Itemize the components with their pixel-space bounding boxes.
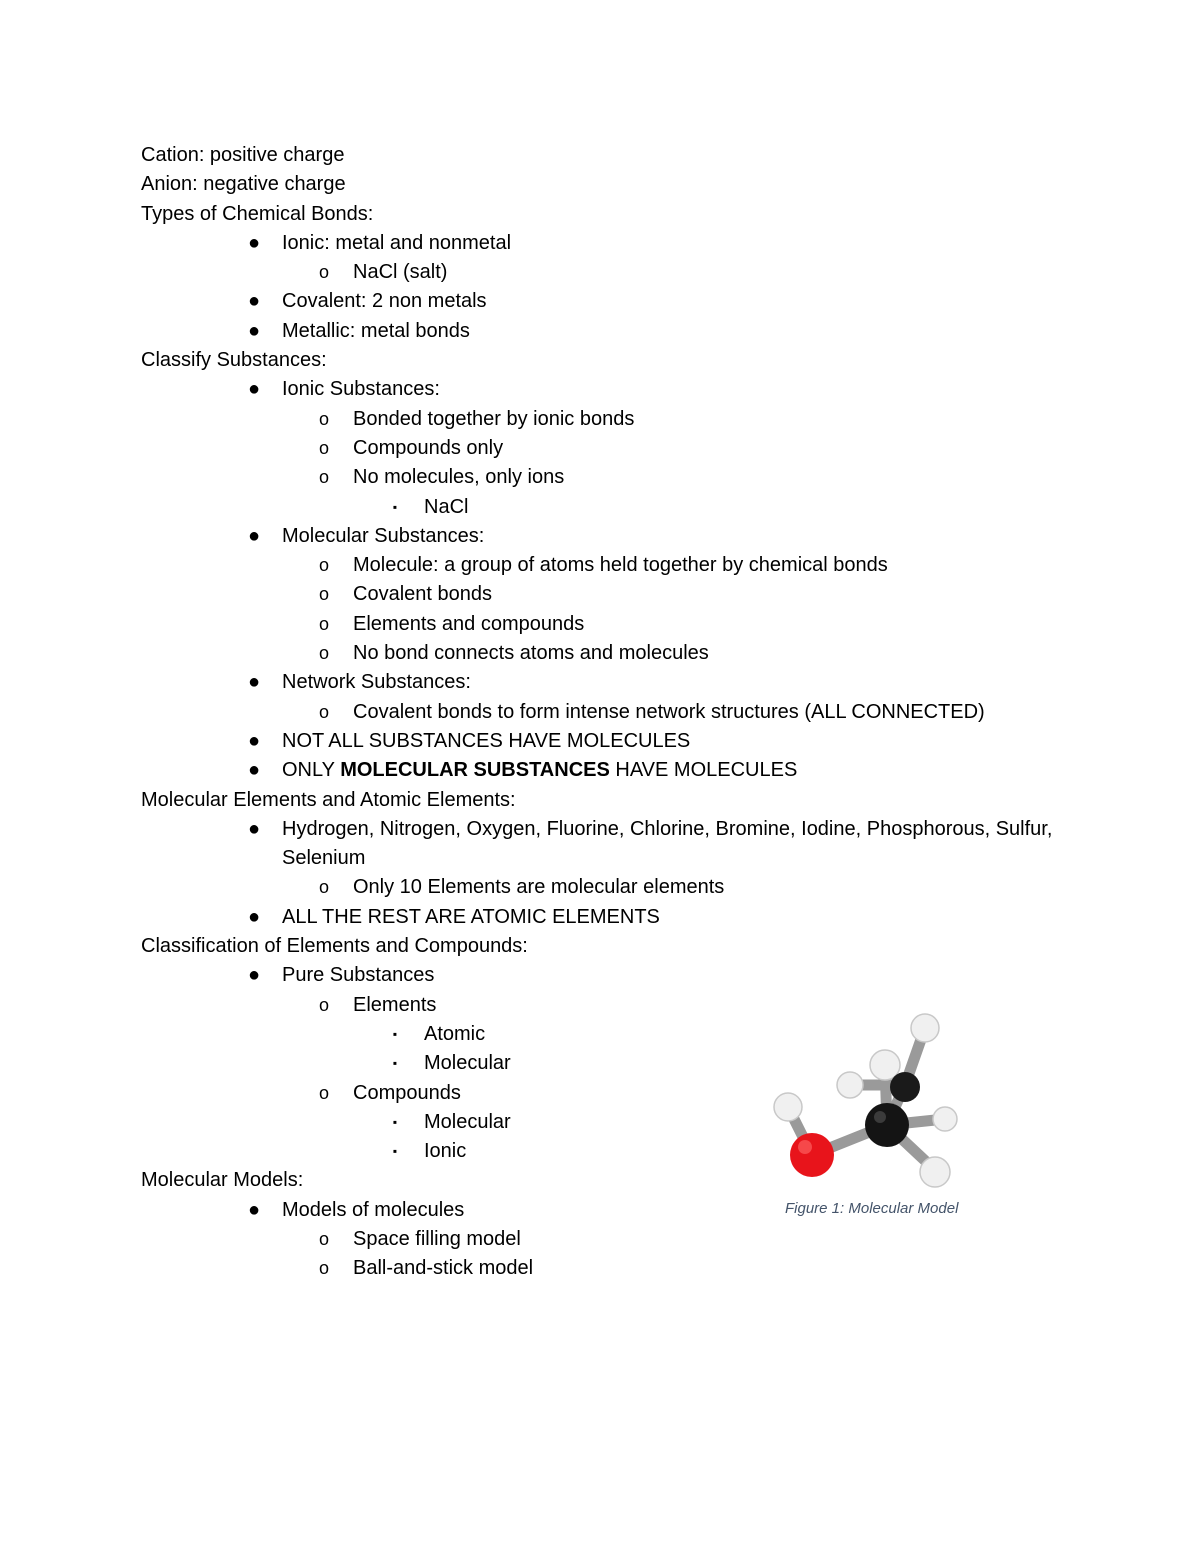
- list-item: [141, 698, 1101, 727]
- item-text: No molecules, only ions: [353, 466, 565, 489]
- list-item: [141, 727, 1101, 756]
- list-item: [141, 287, 1101, 316]
- item-text: Covalent bonds to form intense network structures (ALL CONNECTED): [353, 700, 985, 723]
- list-item: [141, 1225, 1101, 1254]
- item-text: Molecular: [424, 1052, 511, 1075]
- list-item: [141, 463, 1101, 492]
- list-item: [141, 903, 1101, 932]
- bullet-dot-icon: ●: [247, 231, 261, 254]
- bullet-circle-icon: o: [318, 584, 329, 605]
- figure-caption: Figure 1: Molecular Model: [785, 1200, 959, 1217]
- bullet-circle-icon: o: [318, 437, 329, 458]
- bullet-circle-icon: o: [318, 467, 329, 488]
- bullet-dot-icon: ●: [247, 905, 261, 928]
- bullet-circle-icon: o: [318, 408, 329, 429]
- bullet-circle-icon: o: [318, 701, 329, 722]
- bullet-dot-icon: ●: [247, 290, 261, 313]
- bullet-dot-icon: ●: [247, 671, 261, 694]
- item-text: Covalent bonds: [353, 583, 492, 606]
- item-text: Covalent: 2 non metals: [282, 290, 487, 313]
- heading-text: Anion: negative charge: [141, 173, 346, 196]
- bullet-square-icon: ▪: [392, 1114, 398, 1129]
- item-text: ONLY: [282, 759, 341, 782]
- item-text: NaCl (salt): [353, 261, 448, 284]
- list-item: [141, 258, 1101, 287]
- bullet-square-icon: ▪: [392, 1144, 398, 1159]
- bullet-circle-icon: o: [318, 1082, 329, 1103]
- bullet-circle-icon: o: [318, 994, 329, 1015]
- item-text: Atomic: [424, 1022, 486, 1045]
- list-item: [141, 756, 1101, 785]
- item-text: Pure Substances: [282, 964, 435, 987]
- molecular-model-figure: [760, 1005, 1000, 1195]
- list-item: [141, 668, 1101, 697]
- item-text: Ionic Substances:: [282, 378, 440, 401]
- bullet-circle-icon: o: [318, 1228, 329, 1249]
- bullet-dot-icon: ●: [247, 378, 261, 401]
- item-text: Ball-and-stick model: [353, 1257, 534, 1280]
- list-item: [141, 493, 1101, 522]
- bullet-square-icon: ▪: [392, 499, 398, 514]
- list-item: [141, 375, 1101, 404]
- item-text: Models of molecules: [282, 1198, 465, 1221]
- heading-text: Classify Substances:: [141, 349, 327, 372]
- hydrogen-atom: [920, 1157, 950, 1187]
- bullet-dot-icon: ●: [247, 319, 261, 342]
- list-item: [141, 961, 1101, 990]
- bullet-circle-icon: o: [318, 1258, 329, 1279]
- bullet-dot-icon: ●: [247, 524, 261, 547]
- item-text: Ionic: [424, 1140, 467, 1163]
- bullet-dot-icon: ●: [247, 1198, 261, 1221]
- item-text: Compounds only: [353, 436, 504, 459]
- bullet-square-icon: ▪: [392, 1056, 398, 1071]
- item-text: NaCl: [424, 495, 469, 518]
- section-heading: [141, 141, 1101, 170]
- list-item: [141, 1254, 1101, 1283]
- bullet-circle-icon: o: [318, 643, 329, 664]
- item-text: Ionic: metal and nonmetal: [282, 231, 512, 254]
- item-text: Molecule: a group of atoms held together by chemical bonds: [353, 554, 888, 577]
- item-text: ALL THE REST ARE ATOMIC ELEMENTS: [282, 905, 660, 928]
- item-text: NOT ALL SUBSTANCES HAVE MOLECULES: [282, 729, 691, 752]
- item-text: Space filling model: [353, 1227, 521, 1250]
- item-text: Molecular Substances:: [282, 524, 485, 547]
- heading-text: Cation: positive charge: [141, 144, 345, 166]
- carbon-atom: [890, 1072, 920, 1102]
- list-item: [141, 639, 1101, 668]
- section-heading: [141, 786, 1101, 815]
- bullet-dot-icon: ●: [247, 817, 261, 840]
- list-item: [141, 229, 1101, 258]
- item-text: Elements: [353, 993, 437, 1016]
- item-text: Compounds: [353, 1081, 461, 1104]
- list-item: [141, 405, 1101, 434]
- section-heading: [141, 346, 1101, 375]
- item-text: Hydrogen, Nitrogen, Oxygen, Fluorine, Chlorine, Bromine, Iodine, Phosphorous, Sulfur, Selenium: [282, 817, 1053, 870]
- list-item: [141, 610, 1101, 639]
- hydrogen-atom: [911, 1014, 939, 1042]
- item-text: HAVE MOLECULES: [609, 759, 798, 782]
- bullet-circle-icon: o: [318, 613, 329, 634]
- section-heading: [141, 932, 1101, 961]
- list-item: [141, 522, 1101, 551]
- hydrogen-atom: [774, 1093, 802, 1121]
- list-item: [141, 815, 1101, 874]
- carbon-atom: [865, 1103, 909, 1147]
- list-item: [141, 580, 1101, 609]
- bullet-square-icon: ▪: [392, 1026, 398, 1041]
- heading-text: Molecular Elements and Atomic Elements:: [141, 788, 516, 811]
- item-text: Network Substances:: [282, 671, 471, 694]
- hydrogen-atom: [837, 1072, 863, 1098]
- heading-text: Types of Chemical Bonds:: [141, 202, 374, 225]
- bullet-circle-icon: o: [318, 262, 329, 283]
- oxygen-atom: [790, 1133, 834, 1177]
- bullet-circle-icon: o: [318, 555, 329, 576]
- section-heading: [141, 200, 1101, 229]
- heading-text: Classification of Elements and Compounds:: [141, 935, 528, 958]
- bullet-dot-icon: ●: [247, 964, 261, 987]
- list-item: [141, 873, 1101, 902]
- bullet-circle-icon: o: [318, 877, 329, 898]
- item-text: Only 10 Elements are molecular elements: [353, 876, 725, 899]
- hydrogen-atom: [933, 1107, 957, 1131]
- bullet-dot-icon: ●: [247, 729, 261, 752]
- bullet-dot-icon: ●: [247, 759, 261, 782]
- item-bold-text: MOLECULAR SUBSTANCES: [340, 759, 610, 782]
- item-text: Elements and compounds: [353, 612, 585, 635]
- item-text: Bonded together by ionic bonds: [353, 407, 635, 430]
- item-text: No bond connects atoms and molecules: [353, 642, 709, 665]
- item-text: Metallic: metal bonds: [282, 319, 470, 342]
- list-item: [141, 551, 1101, 580]
- section-heading: [141, 170, 1101, 199]
- item-text: Molecular: [424, 1110, 511, 1133]
- list-item: [141, 317, 1101, 346]
- heading-text: Molecular Models:: [141, 1169, 304, 1192]
- list-item: [141, 434, 1101, 463]
